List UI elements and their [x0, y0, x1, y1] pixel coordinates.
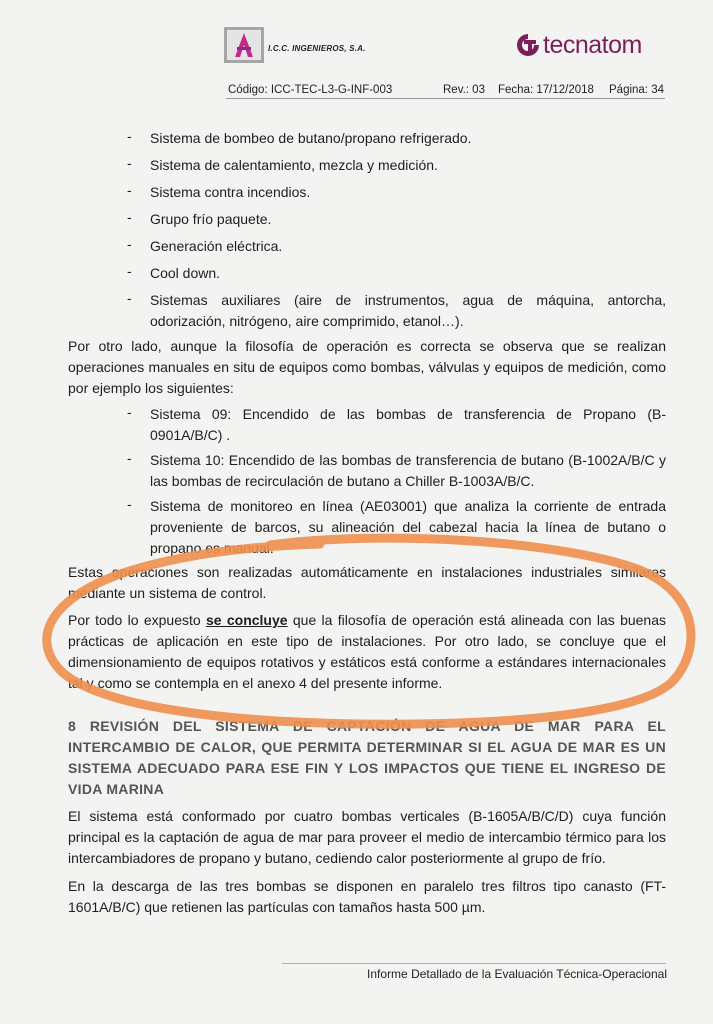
paragraph-automatic-operations: Estas operaciones son realizadas automáticamente en instalaciones industriales similares mediante un sistema de control. — [68, 564, 666, 601]
list-bullet: - — [127, 128, 132, 144]
list-bullet: - — [127, 263, 132, 279]
revision: Rev.: 03 — [443, 84, 485, 96]
list-item: Sistema de monitoreo en línea (AE03001) que analiza la corriente de entrada proveniente de barcos, su alineación del cabezal hacia la línea de butano o propano es manual. — [150, 498, 666, 556]
list-item: Sistema contra incendios. — [150, 184, 311, 200]
company-name-left: I.C.C. INGENIEROS, S.A. — [268, 44, 366, 53]
list-item: Sistema 10: Encendido de las bombas de transferencia de butano (B-1002A/B/C y las bombas de recirculación de butano a Chiller B-1003A/B/C. — [150, 452, 666, 489]
list-bullet: - — [127, 450, 132, 466]
footer-rule — [282, 963, 666, 964]
list-item: Cool down. — [150, 265, 221, 281]
company-name-right: tecnatom — [543, 31, 642, 59]
emphasis-concluye: se concluye — [205, 612, 288, 628]
list-bullet: - — [127, 182, 132, 198]
paragraph-manual-operations: Por otro lado, aunque la filosofía de operación es correcta se observa que se realizan operaciones manuales en situ de equipos como bombas, válvulas y equipos de medición, como por ejemplo los siguientes: — [68, 338, 666, 396]
document-date: Fecha: 17/12/2018 — [498, 84, 594, 96]
list-bullet: - — [127, 236, 132, 252]
paragraph-conclusion: Por todo lo expuesto se concluye que la filosofía de operación está alineada con las buenas prácticas de aplicación en este tipo de instalaciones. Por otro lado, se concluye que el dimensionamiento de equipos rotativos y estáticos está conforme a estándares internacionales tal y como se contempla en el anexo 4 del presente informe. — [68, 612, 666, 691]
section-heading-8: 8 REVISIÓN DEL SISTEMA DE CAPTACIÓN DE AGUA DE MAR PARA EL INTERCAMBIO DE CALOR, QUE PERMITA DETERMINAR SI EL AGUA DE MAR ES UN SISTEMA ADECUADO PARA ESE FIN Y LOS IMPACTOS QUE TIENE EL INGRESO DE VIDA MARINA — [68, 718, 666, 797]
list-bullet: - — [127, 290, 132, 306]
list-item: Generación eléctrica. — [150, 238, 283, 254]
list-bullet: - — [127, 209, 132, 225]
list-bullet: - — [127, 404, 132, 420]
list-item: Sistema 09: Encendido de las bombas de transferencia de Propano (B- 0901A/B/C) . — [150, 406, 666, 443]
list-item: Grupo frío paquete. — [150, 211, 272, 227]
list-item: Sistema de bombeo de butano/propano refrigerado. — [150, 130, 472, 146]
page-number: Página: 34 — [609, 84, 664, 96]
paragraph-filters: En la descarga de las tres bombas se disponen en paralelo tres filtros tipo canasto (FT- 1601A/B/C) que retienen las partículas con tamaños hasta 500 µm. — [68, 878, 666, 915]
list-bullet: - — [127, 496, 132, 512]
list-item: Sistema de calentamiento, mezcla y medición. — [150, 157, 438, 173]
list-item: Sistemas auxiliares (aire de instrumentos, agua de máquina, antorcha, odorización, nitrógeno, aire comprimido, etanol…). — [150, 292, 666, 329]
paragraph-system-description: El sistema está conformado por cuatro bombas verticales (B-1605A/B/C/D) cuya función principal es la captación de agua de mar para proveer el medio de intercambio térmico para los intercambiadores de propano y butano, cediendo calor posteriormente al grupo de frío. — [68, 808, 666, 866]
list-bullet: - — [127, 155, 132, 171]
footer-title: Informe Detallado de la Evaluación Técnica-Operacional — [367, 967, 667, 981]
document-code: Código: ICC-TEC-L3-G-INF-003 — [228, 84, 393, 96]
